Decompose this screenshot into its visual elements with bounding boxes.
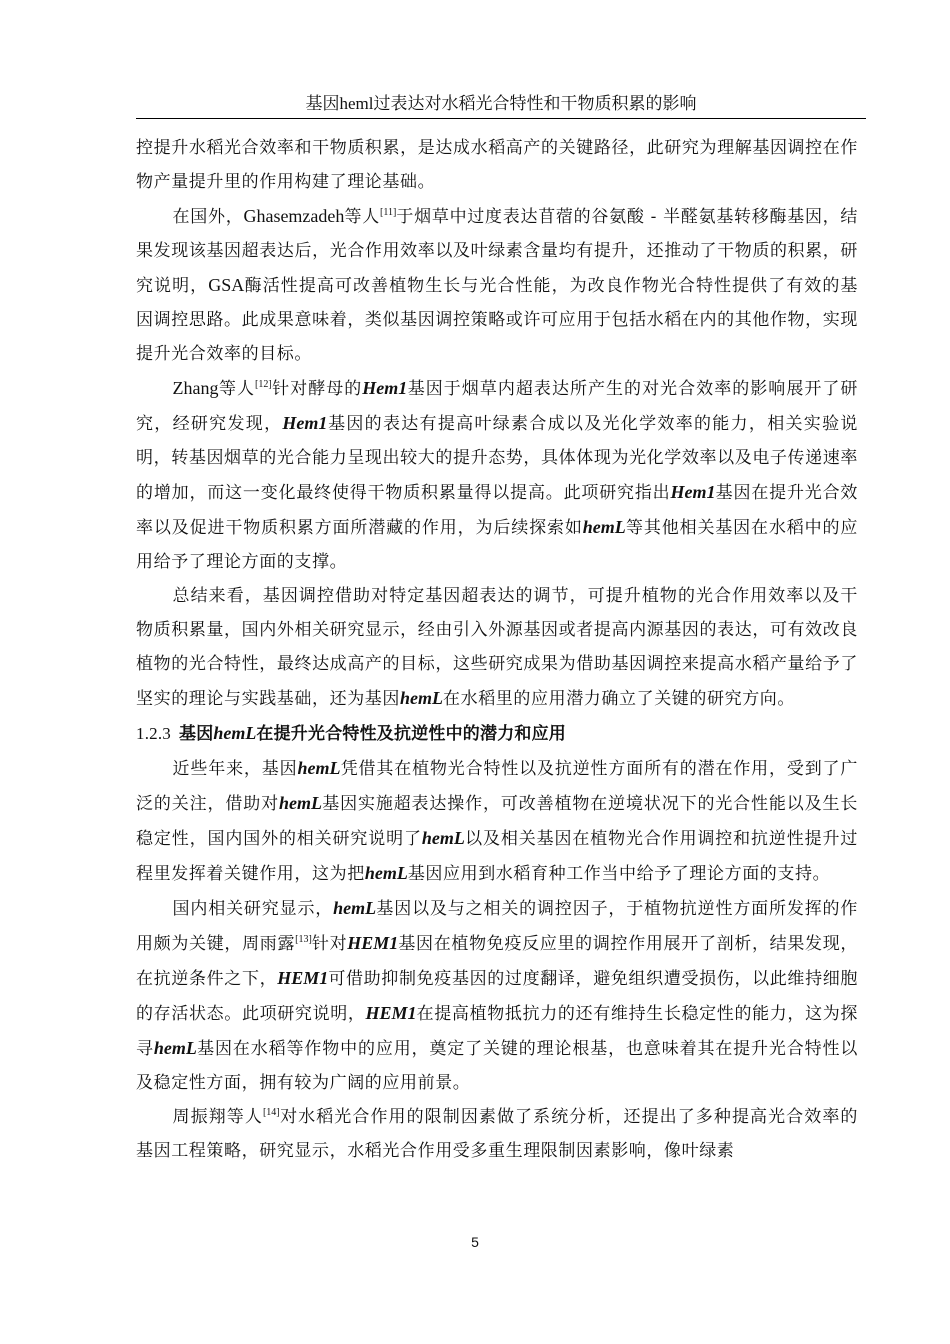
- citation: [14]: [262, 1107, 280, 1118]
- gene-name: HEM1: [277, 968, 329, 988]
- author-name: Zhang: [172, 378, 219, 398]
- citation: [11]: [379, 207, 397, 218]
- author-name: Ghasemzadeh: [243, 206, 345, 226]
- gene-name: hemL: [153, 1038, 197, 1058]
- gene-name: hemL: [421, 828, 465, 848]
- paragraph-3: Zhang等人[12]针对酵母的Hem1基因于烟草内超表达所产生的对光合效率的影响展开了研究，经研究发现，Hem1基因的表达有提高叶绿素合成以及光化学效率的能力，相关实验说明，转基因烟草的光合能力呈现出较大的提升态势，具体体现为光化学效率以及电子传递速率的增加，而这一变化最终使得干物质积累量得以提高。此项研究指出Hem1基因在提升光合效率以及促进干物质积累方面所潜藏的作用，为后续探索如hemL等其他相关基因在水稻中的应用给予了理论方面的支撑。: [136, 378, 859, 572]
- paragraph-5: 近些年来，基因hemL凭借其在植物光合特性以及抗逆性方面所有的潜在作用，受到了广泛的关注，借助对hemL基因实施超表达操作，可改善植物在逆境状况下的光合性能以及生长稳定性，国内国外的相关研究说明了hemL以及相关基因在植物光合作用调控和抗逆性提升过程里发挥着关键作用，这为把hemL基因应用到水稻育种工作当中给予了理论方面的支持。: [136, 758, 858, 884]
- gene-name: Hem1: [282, 413, 328, 433]
- citation: [12]: [255, 379, 272, 390]
- page-number: 5: [471, 1234, 479, 1250]
- paragraph-1: 控提升水稻光合效率和干物质积累，是达成水稻高产的关键路径，此研究为理解基因调控在作物产量提升里的作用构建了理论基础。: [136, 138, 858, 192]
- gene-name: hemL: [297, 758, 341, 778]
- gene-name: hemL: [333, 898, 377, 918]
- gene-name: hemL: [278, 793, 322, 813]
- gene-name: Hem1: [670, 482, 716, 502]
- gene-name: hemL: [400, 688, 443, 708]
- gene-name: Hem1: [362, 378, 408, 398]
- body-text: [136, 131, 858, 1168]
- header-rule: [136, 118, 866, 119]
- section-number: 1.2.3: [136, 724, 171, 743]
- gene-name: hemL: [582, 517, 626, 537]
- running-header: 基因heml过表达对水稻光合特性和干物质积累的影响: [305, 94, 697, 113]
- section-heading: 1.2.3 基因hemL在提升光合特性及抗逆性中的潜力和应用: [136, 723, 567, 744]
- gene-name: hemL: [364, 863, 408, 883]
- citation: [13]: [295, 934, 312, 945]
- paragraph-4: 总结来看，基因调控借助对特定基因超表达的调节，可提升植物的光合作用效率以及干物质积累量，国内外相关研究显示，经由引入外源基因或者提高内源基因的表达，可有效改良植物的光合特性，最终达成高产的目标，这些研究成果为借助基因调控来提高水稻产量给予了坚实的理论与实践基础，还为基因hemL在水稻里的应用潜力确立了关键的研究方向。: [136, 586, 858, 709]
- paragraph-2: 在国外，Ghasemzadeh等人[11]于烟草中过度表达苜蓿的谷氨酸 - 半醛氨基转移酶基因，结果发现该基因超表达后，光合作用效率以及叶绿素含量均有提升，还推动了干物质的积累，研究说明，GSA酶活性提高可改善植物生长与光合性能，为改良作物光合特性提供了有效的基因调控思路。此成果意味着，类似基因调控策略或许可应用于包括水稻在内的其他作物，实现提升光合效率的目标。: [136, 206, 858, 364]
- gene-name: hemL: [213, 723, 257, 743]
- enzyme-abbrev: GSA: [208, 275, 245, 295]
- gene-name: HEM1: [365, 1003, 417, 1023]
- paragraph-6: 国内相关研究显示，hemL基因以及与之相关的调控因子，于植物抗逆性方面所发挥的作用颇为关键，周雨露[13]针对HEM1基因在植物免疫反应里的调控作用展开了剖析，结果发现，在抗逆条件之下，HEM1可借助抑制免疫基因的过度翻译，避免组织遭受损伤，以此维持细胞的存活状态。此项研究说明，HEM1在提高植物抵抗力的还有维持生长稳定性的能力，这为探寻hemL基因在水稻等作物中的应用，奠定了关键的理论根基，也意味着其在提升光合特性以及稳定性方面，拥有较为广阔的应用前景。: [136, 898, 859, 1093]
- gene-name: HEM1: [347, 933, 399, 953]
- paragraph-7: 周振翔等人[14]对水稻光合作用的限制因素做了系统分析，还提出了多种提高光合效率的基因工程策略，研究显示，水稻光合作用受多重生理限制因素影响，像叶绿素: [136, 1107, 859, 1161]
